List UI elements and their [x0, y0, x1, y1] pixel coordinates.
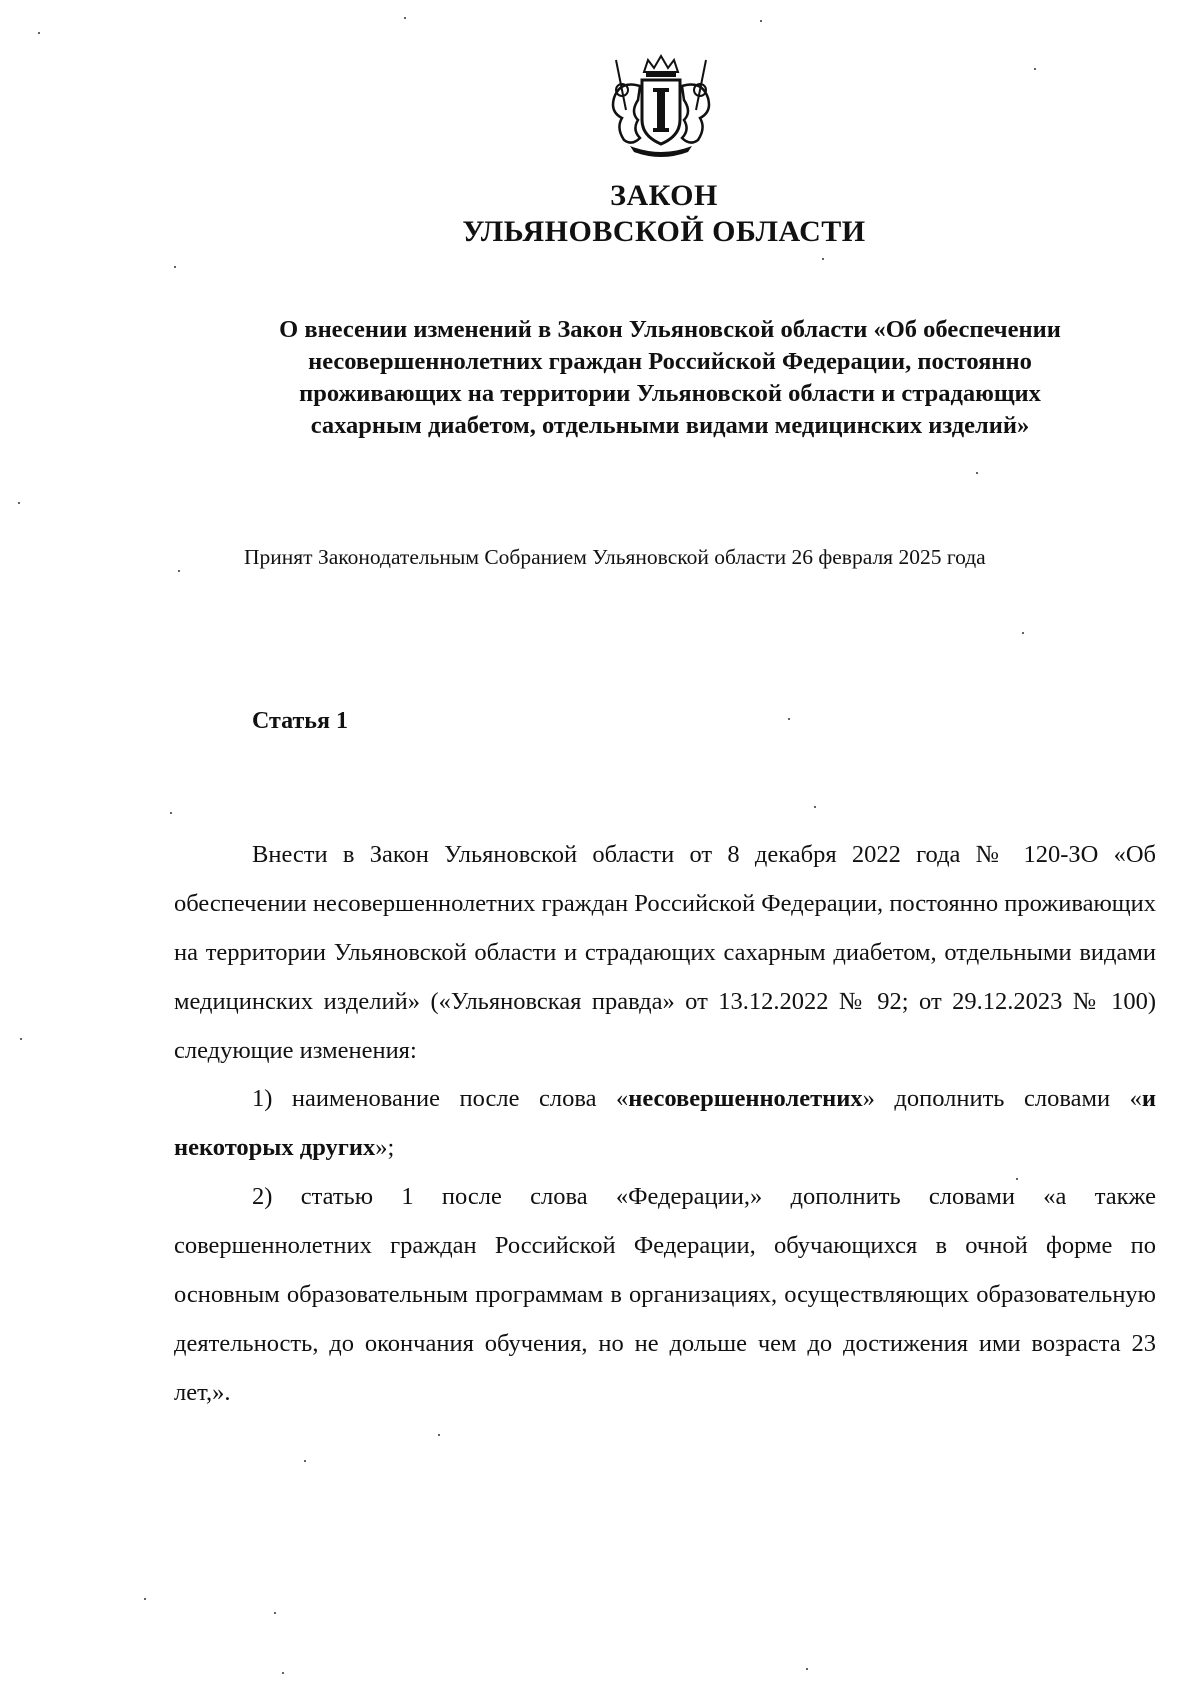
scan-speck: [20, 1038, 22, 1040]
subject-line: сахарным диабетом, отдельными видами медицинских изделий»: [310, 412, 1030, 439]
scan-speck: [274, 1612, 276, 1614]
subject-line: несовершеннолетних граждан Российской Федерации, постоянно: [308, 348, 1032, 375]
scan-speck: [178, 570, 180, 572]
item-text: 1) наименование после слова «: [252, 1085, 629, 1112]
scan-speck: [1022, 632, 1024, 634]
subject-line: О внесении изменений в Закон Ульяновской области «Об обеспечении: [279, 316, 1061, 343]
scan-speck: [174, 266, 176, 268]
scan-speck: [1034, 68, 1036, 70]
scan-speck: [438, 1434, 440, 1436]
scan-speck: [806, 1668, 808, 1670]
item-bold-word: несовершеннолетних: [628, 1085, 863, 1112]
scan-speck: [976, 472, 978, 474]
scan-speck: [282, 1672, 284, 1674]
adoption-note: Принят Законодательным Собранием Ульяновской области 26 февраля 2025 года: [244, 545, 986, 569]
item-text: » дополнить словами «: [862, 1085, 1142, 1112]
scan-speck: [170, 812, 172, 814]
scan-speck: [760, 20, 762, 22]
law-subject: [170, 314, 1170, 442]
scan-speck: [18, 502, 20, 504]
scan-speck: [38, 32, 40, 34]
coat-of-arms-icon: [602, 50, 720, 160]
scan-speck: [814, 806, 816, 808]
law-title: ЗАКОН: [610, 179, 718, 212]
amendment-item-2: 2) статью 1 после слова «Федерации,» дополнить словами «а также совершеннолетних граждан Российской Федерации, обучающихся в очной форме по основным образовательным программам в организациях, осуществляющих образовательную деятельность, до окончания обучения, но не дольше чем до достижения ими возраста 23 лет,».: [174, 1183, 1156, 1406]
subject-line: проживающих на территории Ульяновской области и страдающих: [299, 380, 1041, 407]
scan-speck: [304, 1460, 306, 1462]
scan-speck: [822, 258, 824, 260]
scan-speck: [404, 17, 406, 19]
law-region: УЛЬЯНОВСКОЙ ОБЛАСТИ: [462, 215, 866, 248]
amendment-item-1: [174, 1074, 1156, 1172]
item-text: »;: [375, 1134, 395, 1161]
article-heading: Статья 1: [252, 708, 348, 734]
scan-speck: [144, 1598, 146, 1600]
scan-speck: [1016, 1178, 1018, 1180]
article-intro-paragraph: Внести в Закон Ульяновской области от 8 декабря 2022 года № 120-ЗО «Об обеспечении несовершеннолетних граждан Российской Федерации, постоянно проживающих на территории Ульяновской области и страдающих сахарным диабетом, отдельными видами медицинских изделий» («Ульяновская правда» от 13.12.2022 № 92; от 29.12.2023 № 100) следующие изменения:: [174, 841, 1156, 1064]
scan-speck: [788, 718, 790, 720]
item-bold-added: и некоторых других: [174, 1085, 1156, 1161]
